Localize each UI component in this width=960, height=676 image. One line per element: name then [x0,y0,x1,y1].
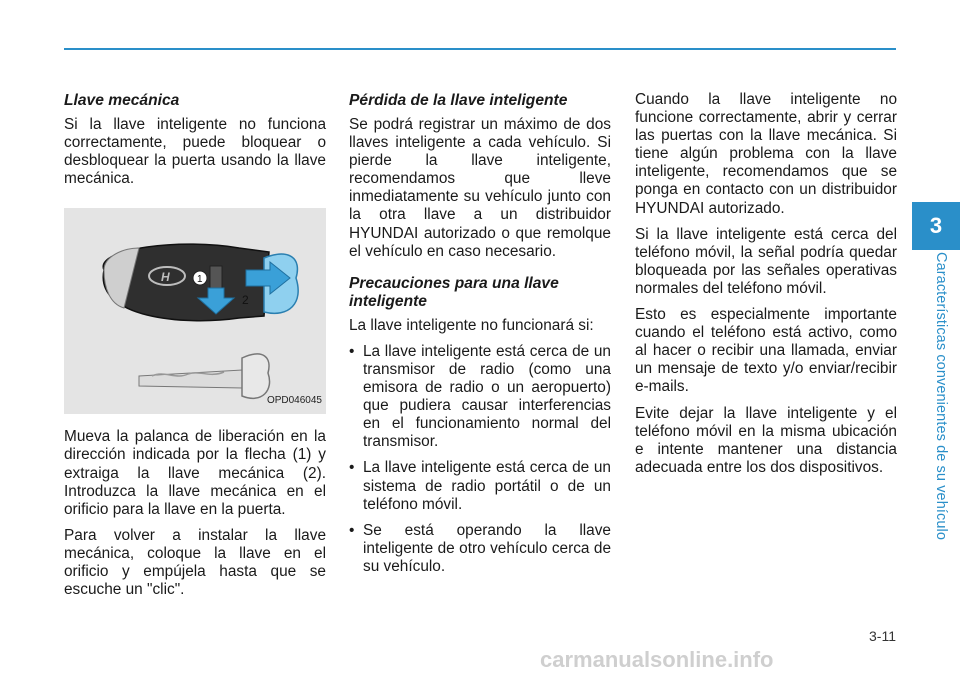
key-head [242,354,270,398]
list-item: • La llave inteligente está cerca de un transmisor de radio (como una emisora de radio o un aeropuerto) que pudiera causar interferencias en el funcionamiento normal del transmisor. [349,343,611,452]
column-left [64,92,326,607]
paragraph: Se podrá registrar un máximo de dos llaves inteligente a cada vehículo. Si pierde la llave inteligente, recomendamos que lleve inmediatamente su vehículo junto con la otra llave a un distribuidor HYUNDAI autorizado o que remolque el vehículo en caso necesario. [349,116,611,260]
paragraph: Evite dejar la llave inteligente y el teléfono móvil en la misma ubicación e intente mantener una distancia adecuada entre los dos dispositivos. [635,404,897,476]
column-right [635,91,897,485]
list-item: • La llave inteligente está cerca de un sistema de radio portátil o de un teléfono móvil. [349,459,611,513]
chapter-title: Características convenientes de su vehículo [933,252,949,541]
heading-llave-mecanica: Llave mecánica [64,92,180,109]
paragraph: Mueva la palanca de liberación en la dirección indicada por la flecha (1) y extraiga la llave mecánica (2). Introduzca la llave mecánica en el orificio para la llave en la puerta. [64,428,326,518]
chapter-number-tab: 3 [912,202,960,250]
paragraph-intro: La llave inteligente no funcionará si: [349,316,594,334]
release-lever [210,266,222,290]
figure-code: OPD046045 [266,395,322,407]
watermark: carmanualsonline.info [540,647,774,672]
page-number: 3-11 [869,628,896,644]
paragraph: Si la llave inteligente está cerca del teléfono móvil, la señal podría quedar bloqueada por las señales operativas normales del teléfono móvil. [635,225,897,297]
callout-2: 2 [242,293,249,308]
list-item: • Se está operando la llave inteligente de otro vehículo cerca de su vehículo. [349,522,611,576]
key-drawing [64,208,326,414]
paragraph: Para volver a instalar la llave mecánica, coloque la llave en el orificio y empújela hasta que se escuche un "clic". [64,526,326,599]
column-middle [349,92,611,584]
heading-precauciones: Precauciones para una llave inteligente [349,274,559,310]
heading-perdida-llave: Pérdida de la llave inteligente [349,92,568,109]
paragraph: Esto es especialmente importante cuando el teléfono está activo, como al hacer o recibir una llamada, enviar un mensaje de texto y/o enviar/recibir e-mails. [635,306,897,396]
callout-1: 1 [197,274,203,286]
paragraph: Si la llave inteligente no funciona correctamente, puede bloquear o desbloquear la puerta usando la llave mecánica. [64,116,326,188]
smart-key-illustration [64,208,326,414]
bullet-list [349,343,611,576]
logo-letter-icon: H [161,270,170,285]
paragraph: Cuando la llave inteligente no funcione correctamente, abrir y cerrar las puertas con la llave mecánica. Si tiene algún problema con la llave inteligente, recomendamos que se ponga en contacto con un distribuidor HYUNDAI autorizado. [635,91,897,217]
top-rule [64,48,896,50]
